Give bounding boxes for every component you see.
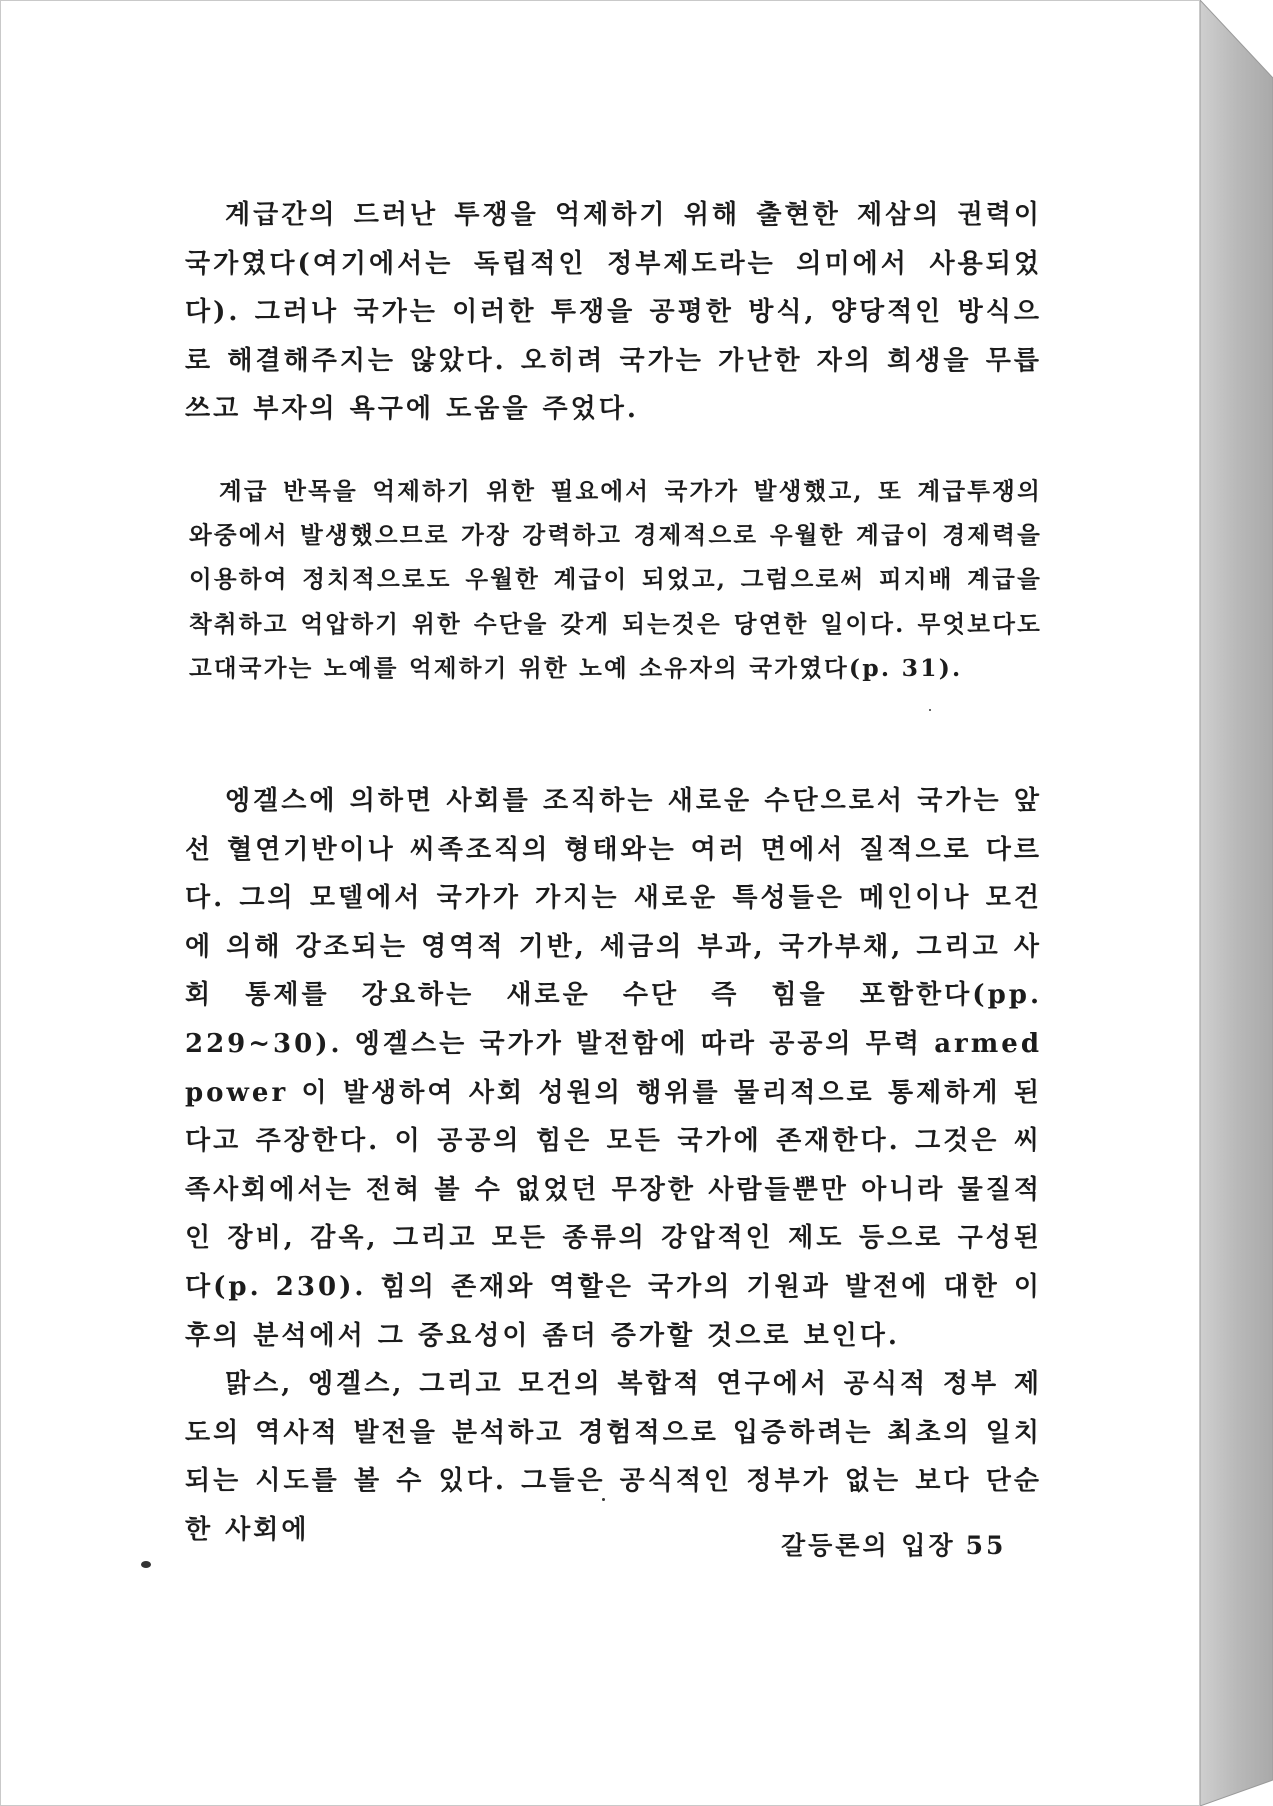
paragraph-3: 맑스, 엥겔스, 그리고 모건의 복합적 연구에서 공식적 정부 제도의 역사적 발전을 분석하고 경험적으로 입증하려는 최초의 일치되는 시도를 볼 수 있다. 그들은 공식적인 정부가 없는 보다 단순한 사회에 (185, 1369, 1042, 1545)
scan-speck (929, 709, 931, 711)
paragraph-2-block (185, 777, 1042, 1555)
page-number: 55 (965, 1531, 1007, 1560)
paragraph-1: 계급간의 드러난 투쟁을 억제하기 위해 출현한 제삼의 권력이 국가였다(여기에서는 독립적인 정부제도라는 의미에서 사용되었다). 그러나 국가는 이러한 투쟁을 공평한 방식, 양당적인 방식으로 해결해주지는 않았다. 오히려 국가는 가난한 자의 희생을 무릅쓰고 부자의 욕구에 도움을 주었다. (185, 200, 1042, 425)
scan-speck (141, 1561, 151, 1568)
block-quote-block (189, 469, 1042, 690)
paragraph-2: 엥겔스에 의하면 사회를 조직하는 새로운 수단으로서 국가는 앞선 혈연기반이나 씨족조직의 형태와는 여러 면에서 질적으로 다르다. 그의 모델에서 국가가 가지는 새로운 특성들은 메인이나 모건에 의해 강조되는 영역적 기반, 세금의 부과, 국가부채, 그리고 사회 통제를 강요하는 새로운 수단 즉 힘을 포함한다(pp. 229~30). 엥겔스는 국가가 발전함에 따라 공공의 무력 armed power 이 발생하여 사회 성원의 행위를 물리적으로 통제하게 된다고 주장한다. 이 공공의 힘은 모든 국가에 존재한다. 그것은 씨족사회에서는 전혀 볼 수 없었던 무장한 사람들뿐만 아니라 물질적인 장비, 감옥, 그리고 모든 종류의 강압적인 제도 등으로 구성된다(p. 230). 힘의 존재와 역할은 국가의 기원과 발전에 대한 이후의 분석에서 그 중요성이 좀더 증가할 것으로 보인다. (185, 786, 1042, 1351)
block-quote: 계급 반목을 억제하기 위한 필요에서 국가가 발생했고, 또 계급투쟁의 와중에서 발생했으므로 가장 강력하고 경제적으로 우월한 계급이 경제력을 이용하여 정치적으로도 우월한 계급이 되었고, 그럼으로써 피지배 계급을 착취하고 억압하기 위한 수단을 갖게 되는것은 당연한 일이다. 무엇보다도 고대국가는 노예를 억제하기 위한 노예 소유자의 국가였다(p. 31). (189, 477, 1042, 682)
paragraph-1-block (185, 191, 1042, 434)
running-footer (781, 1526, 1006, 1562)
scan-speck (602, 1498, 605, 1501)
running-title: 갈등론의 입장 (781, 1531, 956, 1560)
book-edge-3d (1200, 0, 1273, 1806)
